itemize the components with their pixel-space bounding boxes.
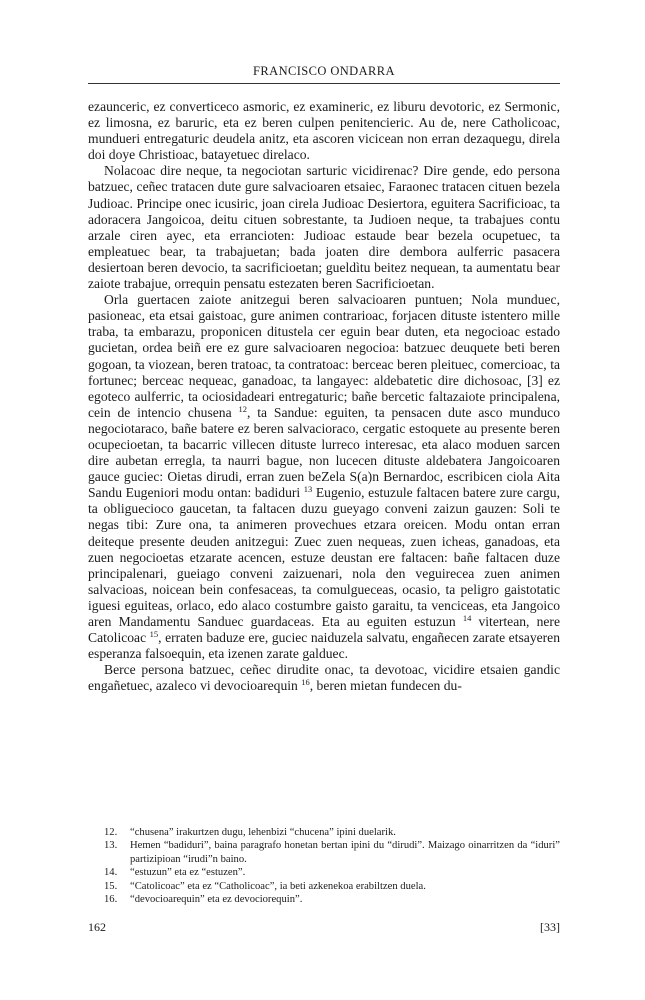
footnote-text: “estuzun” eta ez “estuzen”.: [130, 867, 246, 879]
footnote-number: 14.: [104, 867, 118, 879]
footnote-number: 16.: [104, 894, 118, 906]
footnote-14: [88, 866, 560, 879]
footnote-number: 13.: [104, 840, 118, 852]
footnote-number: 15.: [104, 880, 118, 892]
footnote-text: “Catolicoac” eta ez “Catholicoac”, ia beti azkenekoa erabiltzen duela.: [130, 880, 426, 892]
footnote-ref-13: 13: [303, 484, 313, 495]
header-rule: [88, 83, 560, 84]
footnote-12: [88, 826, 560, 839]
paragraph-2: Nolacoac dire neque, ta negociotan sarturic vicidirenac? Dire gende, edo persona batzuec, ceñec tratacen dute gure salvacioaren etsaiec, Faraonec tratacen cituen bezela Judioac. Principe onec icusiric, joan cirela Judioac Desiertora, eguitera Sacrificioac, ta adoracera Jangoicoa, deitu cituen sobrestante, ta Judioen neque, ta trabajues contu arzale ciren ayec, eta errancioten: Judioac estaude bear bezela ocupetuec, ta empleatuec bear, ta trabajuetan; bada joaten dire dembora aulferric pasacera desiertoan beren devocio, ta sacrificioetan; gueldìtu beitez nequean, ta aumentatu bear zaiote trabajue, orrequin pensatu estezaten beren Sacrificioetan.: [88, 163, 560, 292]
footnote-ref-15: 15: [149, 629, 159, 640]
footnote-ref-16: 16: [301, 677, 310, 688]
footnote-13: [88, 839, 560, 866]
bracket-page-number: [33]: [540, 920, 560, 934]
running-header: FRANCISCO ONDARRA: [253, 64, 395, 78]
footnote-15: [88, 880, 560, 893]
footnote-text: “chusena” irakurtzen dugu, lehenbizi “chucena” ipini duelarik.: [130, 827, 396, 838]
footnote-text: Hemen “badiduri”, baina paragrafo honetan bertan ipini du “dirudi”. Maizago oinarritzen da “iduri” partizipioan “irudi”n baino.: [130, 840, 560, 865]
footnote-number: 12.: [104, 827, 118, 838]
paragraph-4: Berce persona batzuec, ceñec dirudite onac, ta devotoac, vicidire etsaien gandic engañetuec, azaleco vi devocioarequin $^{16}$, beren mietan fundecen du-: [88, 662, 560, 694]
page-number: 162: [88, 920, 106, 934]
main-text: [88, 99, 560, 694]
footnote-ref-12: 12: [238, 403, 247, 414]
paragraph-1: ezaunceric, ez converticeco asmoric, ez examineric, ez liburu devotoric, ez Sermonic, ez limosna, ez baruric, eta ez beren culpen penitencieric. Au de, nere Catholicoac, mundueri entregaturic deudela anitz, eta ascoren vicicean non erran dezaquegu, direla doi doye Christioac, batayetuec direlaco.: [88, 99, 560, 163]
footnote-text: “devocioarequin” eta ez devociorequin”.: [130, 894, 303, 906]
footnotes: [88, 826, 560, 906]
footnote-ref-14: 14: [462, 613, 472, 623]
footnote-16: [88, 893, 560, 906]
paragraph-3: Orla guertacen zaiote anitzegui beren salvacioaren puntuen; Nola munduec, pasioneac, eta etsai gaistoac, gure animen contrarioac, forjacen dituste istentero mille traba, ta embarazu, proponicen ditustela cer eguin bear duten, eta negocioac estado gucietan, ordea beiñ ere ez gure salvacioaren negocioa: batzuec deuquete beti beren gogoan, ta viozean, beren tratoac, ta contratoac: berceac beren pleituec, comercioac, ta fortunec; berceac nequeac, ganadoac, ta langayec: aldebatetic dire dichosoac, [3] ez egoteco aulferric, ta ociosidadeari entregaturic; bañe bercetic faltazaiote principalena, cein de intencio chusena $^{12}$, ta Sandue: eguiten, ta pensacen dute asco munduco negociotaraco, bañe batere ez beren salvacioraco, cergatic estoquete au presente beren ocupecioetan, ta bacarric villecen dituste lurreco interesac, eta alaco moduen sarcen dire aubetan erregla, ta naurri bague, non lucecen dituste aldebatera Jangoicoaren gauce guciec: Oietas dirudi, erran zuen beZela S(a)n Bernardoc, escribicen ciola Aita Sandu Eugeniori modu ontan: badiduri $^{13}$ Eugenio, estuzule faltacen batere zure cargu, ta obliguecioco gaucetan, ta faltacen duzu gueyago conveni zaizun gauzen: Soli te negas tibi: Zure ona, ta animeren provechues etzara oreicen. Modu ontan erran deiteque presente deuden anitzegui: Zuec zuen nequeas, zuen icheas, ganadoas, eta zuen negocioetas etzarate acencen, estuze deustan ere faltacen: bañe faltacen duze principalenari, gueiago conveni zaizuenari, nola den veguirecea zuen animen salvacioas, noicean bein confesaceas, ta comulgueceas, ocasio, ta peligro gaistotatic iguesi eguiteas, orlaco, edo alaco costumbre gaisto garaitu, ta venciceas, eta Jangoico aren Mandamentu Sanduec guardaceas. Eta au eguiten estuzun $^{14}$ vitertean, nere Catolicoac $^{15}$, erraten baduze ere, guciec naiduzela salvatu, engañecen zarate etsayeren esperanza falsoequin, eta izenen zarate galduec.: [88, 292, 561, 662]
